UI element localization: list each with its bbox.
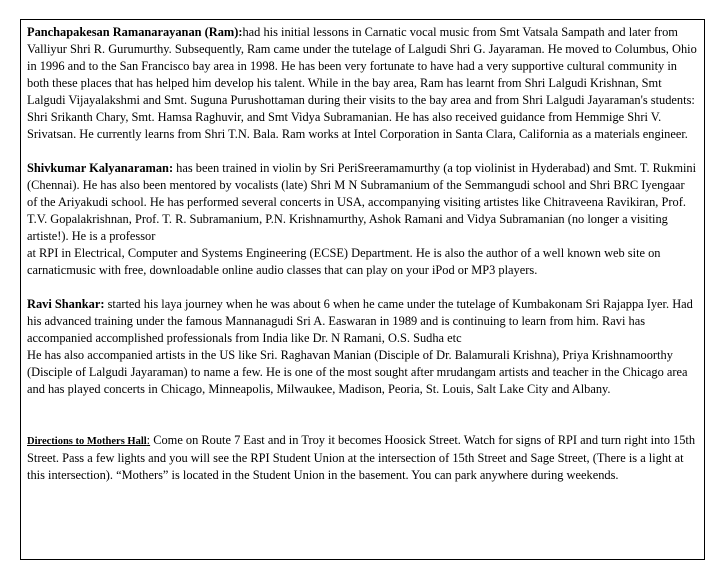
bio-name: Ravi Shankar: xyxy=(27,297,105,311)
bio-text: had his initial lessons in Carnatic vocal music from Smt Vatsala Sampath and later from Valliyur Shri R. Gurumurthy. Subsequently, Ram came under the tutelage of Lalgudi Shri G. Jayaraman. He moved to Columbus, Ohio in 1996 and to the San Francisco bay area in 1998. He has been very fortunate to have had a very supportive cultural community in both these places that has helped him develop his talent. While in the bay area, Ram has learnt from Shri Lalgudi Krishnan, Smt Lalgudi Vijayalakshmi and Smt. Suguna Purushottaman during their visits to the bay area and from Shri Lalgudi Jayaraman's students: Shri Srikanth Chary, Smt. Hamsa Raghuvir, and Smt Vidya Subramanian. He has also received guidance from Hemmige Shri V. Srivatsan. He currently learns from Shri T.N. Bala. Ram works at Intel Corporation in Santa Clara, California as a materials engineer. xyxy=(27,25,697,141)
directions-paragraph xyxy=(27,432,698,484)
bio-shivkumar xyxy=(27,160,698,279)
bio-text-continued: He has also accompanied artists in the US like Sri. Raghavan Manian (Disciple of Dr. Balamurali Krishna), Priya Krishnamoorthy (Disciple of Lalgudi Jayaraman) to name a few. He is one of the most sought after mrudangam artists and teacher in the Chicago area and has played concerts in Chicago, Minneapolis, Milwaukee, Madison, Peoria, St. Louis, Salt Lake City and Albany. xyxy=(27,348,688,396)
directions-text: Come on Route 7 East and in Troy it becomes Hoosick Street. Watch for signs of RPI and turn right into 15th Street. Pass a few lights and you will see the RPI Student Union at the intersection of 15th Street and Sage Street, (There is a light at this intersection). “Mothers” is located in the Student Union in the basement. You can park anywhere during weekends. xyxy=(27,433,696,482)
bio-text-continued: at RPI in Electrical, Computer and Systems Engineering (ECSE) Department. He is also the author of a well known web site on carnaticmusic with free, downloadable online audio classes that can play on your iPod or MP3 players. xyxy=(27,246,661,277)
bio-name: Shivkumar Kalyanaraman: xyxy=(27,161,174,175)
directions-label: Directions to Mothers Hall xyxy=(27,436,147,447)
paragraph-spacer xyxy=(27,279,698,296)
paragraph-spacer xyxy=(27,398,698,432)
bio-ravi xyxy=(27,296,698,398)
paragraph-spacer xyxy=(27,143,698,160)
bio-text: has been trained in violin by Sri PeriSreeramamurthy (a top violinist in Hyderabad) and Smt. T. Rukmini (Chennai). He has also been mentored by vocalists (late) Shri M N Subramanium of the Semmangudi school and Shri BRC Iyengaar of the Ariyakudi school. He has performed several concerts in USA, accompanying visiting artistes like Chitraveena Ravikiran, Prof. T.V. Gopalakrishnan, Prof. T. R. Subramanium, P.N. Krishnamurthy, Ashok Ramani and Vidya Subramanian (no longer a visiting artiste!). He is a professor xyxy=(27,161,697,243)
directions-colon: : xyxy=(146,433,151,447)
bio-text: started his laya journey when he was about 6 when he came under the tutelage of Kumbakonam Sri Rajappa Iyer. Had his advanced training under the famous Mannanagudi Sri A. Easwaran in 1989 and is continuing to learn from him. Ravi has accompanied accomplished professionals from India like Dr. N Ramani, O.S. Sudha etc xyxy=(27,297,693,345)
bio-name: Panchapakesan Ramanarayanan (Ram): xyxy=(27,25,243,39)
bio-ram xyxy=(27,24,698,143)
document-frame xyxy=(20,19,705,560)
